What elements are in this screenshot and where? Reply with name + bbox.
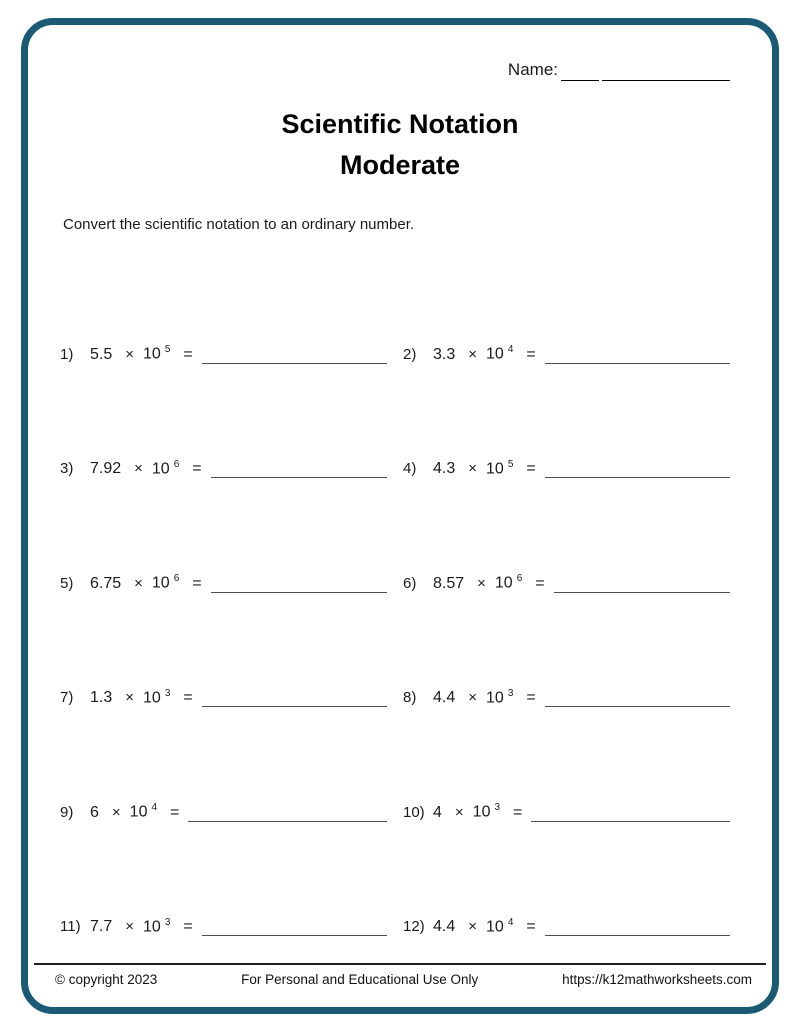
equals-sign: = — [183, 918, 193, 935]
answer-blank[interactable] — [545, 477, 730, 478]
answer-blank[interactable] — [202, 706, 387, 707]
problem-expression — [90, 455, 211, 479]
multiply-sign: × — [125, 918, 135, 935]
problem-expression — [433, 913, 545, 937]
footer — [55, 972, 752, 987]
problem-row — [403, 479, 730, 594]
footer-url: https://k12mathworksheets.com — [562, 972, 752, 987]
problem-number: 4) — [403, 460, 417, 477]
answer-blank[interactable] — [531, 821, 730, 822]
answer-blank[interactable] — [211, 592, 387, 593]
problem-row — [60, 823, 387, 938]
equals-sign: = — [526, 918, 536, 935]
problem-expression — [90, 569, 211, 593]
base-ten: 10 — [486, 460, 504, 477]
problem-number: 9) — [60, 803, 74, 821]
problem-expression — [90, 798, 188, 822]
answer-blank[interactable] — [202, 363, 387, 364]
multiply-sign: × — [111, 803, 121, 821]
equals-sign: = — [192, 574, 202, 592]
equals-sign: = — [526, 460, 536, 477]
problem-row — [403, 365, 730, 480]
page-title — [0, 104, 800, 186]
base-ten: 10 — [151, 460, 170, 477]
problem-row — [60, 365, 387, 480]
answer-blank[interactable] — [211, 477, 387, 478]
exponent: 4 — [507, 344, 514, 356]
equals-sign: = — [183, 689, 193, 706]
base-ten: 10 — [143, 918, 161, 935]
multiply-sign: × — [125, 689, 135, 706]
multiply-sign: × — [125, 345, 135, 363]
coefficient: 4.3 — [433, 460, 456, 477]
coefficient: 6 — [90, 803, 99, 821]
title-line-2: Moderate — [339, 150, 461, 180]
base-ten: 10 — [494, 574, 513, 592]
equals-sign: = — [526, 345, 536, 363]
multiply-sign: × — [468, 345, 478, 363]
footer-copyright: © copyright 2023 — [55, 972, 158, 987]
instruction-text: Convert the scientific notation to an ordinary number. — [63, 216, 415, 233]
problem-expression — [90, 684, 202, 708]
multiply-sign: × — [468, 689, 478, 706]
exponent: 3 — [164, 687, 171, 699]
name-row — [508, 59, 730, 81]
answer-blank[interactable] — [545, 363, 730, 364]
footer-divider — [34, 963, 766, 965]
answer-blank[interactable] — [545, 935, 730, 936]
multiply-sign: × — [134, 574, 143, 592]
exponent: 6 — [173, 458, 180, 470]
problem-row — [403, 250, 730, 365]
problem-number: 1) — [60, 345, 74, 363]
exponent: 6 — [173, 573, 180, 585]
title-line-1: Scientific Notation — [281, 109, 519, 139]
problem-row — [60, 479, 387, 594]
problem-number: 12) — [403, 918, 425, 935]
exponent: 3 — [507, 687, 514, 699]
equals-sign: = — [513, 803, 523, 821]
problem-expression — [433, 684, 545, 708]
problem-number: 2) — [403, 345, 417, 363]
equals-sign: = — [535, 574, 545, 592]
problem-row — [403, 708, 730, 823]
base-ten: 10 — [151, 574, 170, 592]
name-blank[interactable] — [561, 59, 599, 81]
coefficient: 5.5 — [90, 345, 113, 363]
base-ten: 10 — [486, 345, 504, 363]
name-label: Name: — [507, 60, 558, 79]
exponent: 5 — [507, 458, 514, 470]
exponent: 5 — [164, 344, 171, 356]
multiply-sign: × — [477, 574, 486, 592]
footer-usage: For Personal and Educational Use Only — [241, 972, 479, 987]
base-ten: 10 — [143, 689, 161, 706]
answer-blank[interactable] — [202, 935, 387, 936]
answer-blank[interactable] — [545, 706, 730, 707]
base-ten: 10 — [143, 345, 161, 363]
answer-blank[interactable] — [554, 592, 730, 593]
exponent: 4 — [507, 916, 514, 928]
problem-number: 11) — [60, 918, 81, 935]
problem-expression — [433, 340, 545, 364]
problem-number: 8) — [403, 689, 417, 706]
problem-number: 6) — [403, 574, 417, 592]
problem-number: 10) — [403, 803, 425, 821]
exponent: 3 — [494, 802, 501, 814]
coefficient: 3.3 — [433, 345, 456, 363]
problem-row — [403, 594, 730, 709]
base-ten: 10 — [486, 918, 504, 935]
problem-number: 3) — [60, 460, 74, 477]
multiply-sign: × — [468, 918, 478, 935]
multiply-sign: × — [454, 803, 464, 821]
problem-expression — [433, 569, 554, 593]
equals-sign: = — [192, 460, 202, 477]
problem-number: 5) — [60, 574, 74, 592]
problem-expression — [90, 340, 202, 364]
exponent: 4 — [151, 802, 158, 814]
coefficient: 1.3 — [90, 689, 113, 706]
equals-sign: = — [183, 345, 193, 363]
base-ten: 10 — [472, 803, 491, 821]
exponent: 6 — [516, 573, 523, 585]
coefficient: 7.7 — [90, 918, 113, 935]
coefficient: 6.75 — [90, 574, 122, 592]
equals-sign: = — [170, 803, 180, 821]
problems-grid — [60, 250, 730, 937]
problem-row — [60, 594, 387, 709]
problem-row — [60, 250, 387, 365]
coefficient: 7.92 — [90, 460, 122, 477]
base-ten: 10 — [129, 803, 148, 821]
problem-row — [403, 823, 730, 938]
base-ten: 10 — [486, 689, 504, 706]
problem-row — [60, 708, 387, 823]
multiply-sign: × — [468, 460, 478, 477]
problem-expression — [433, 798, 531, 822]
coefficient: 4.4 — [433, 689, 456, 706]
problem-number: 7) — [60, 689, 74, 706]
exponent: 3 — [164, 916, 171, 928]
name-blank[interactable] — [602, 59, 730, 81]
answer-blank[interactable] — [188, 821, 387, 822]
equals-sign: = — [526, 689, 536, 706]
coefficient: 4.4 — [433, 918, 456, 935]
coefficient: 4 — [433, 803, 442, 821]
multiply-sign: × — [134, 460, 143, 477]
problem-expression — [433, 455, 545, 479]
problem-expression — [90, 913, 202, 937]
coefficient: 8.57 — [433, 574, 465, 592]
